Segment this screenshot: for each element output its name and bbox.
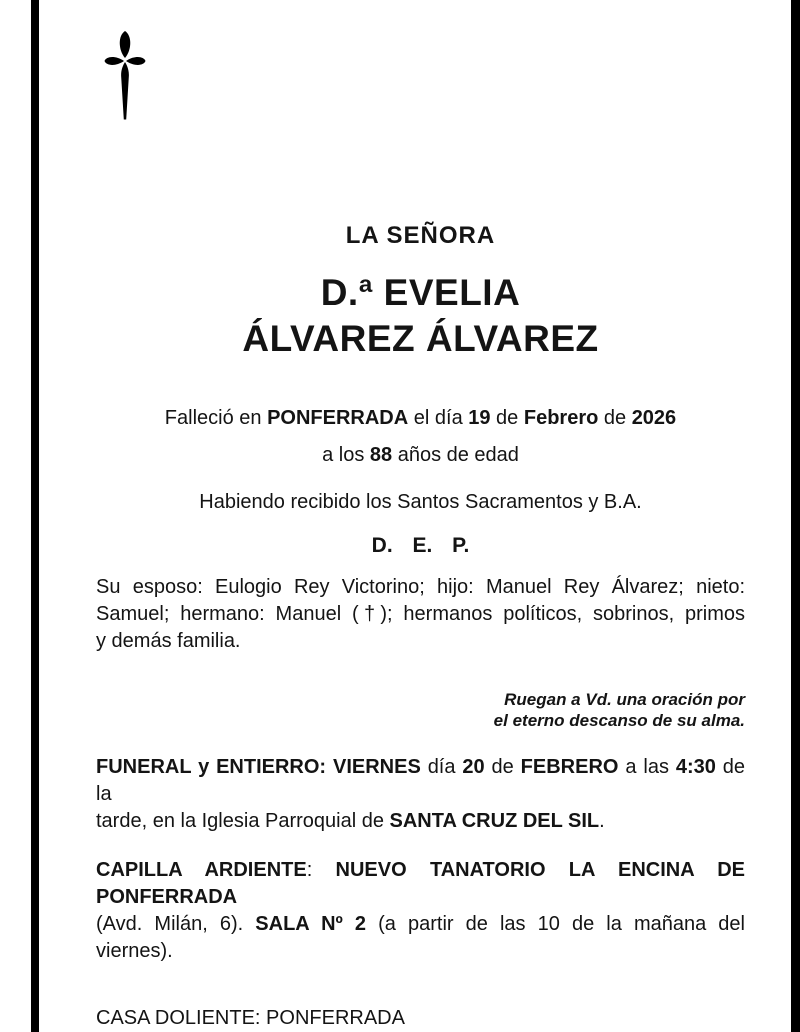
wake-line bbox=[96, 911, 745, 938]
text-segment: SALA Nº 2 bbox=[255, 913, 367, 935]
text-segment: (Avd. Milán, 6). bbox=[96, 913, 256, 935]
prayer-line: el eterno descanso de su alma. bbox=[493, 711, 745, 730]
text-segment: a las bbox=[618, 756, 676, 778]
deceased-name-line2: ÁLVAREZ ÁLVAREZ bbox=[242, 318, 599, 359]
family-line: Su esposo: Eulogio Rey Victorino; hijo: Manuel Rey Álvarez; nieto: bbox=[96, 576, 745, 598]
family-line: y demás familia. bbox=[96, 630, 241, 652]
family-line: Samuel; hermano: Manuel (†); hermanos políticos, sobrinos, primos bbox=[96, 603, 745, 625]
mourning-house-line: CASA DOLIENTE: PONFERRADA bbox=[96, 1007, 405, 1029]
text-segment: de la bbox=[96, 756, 746, 805]
text-segment: : bbox=[306, 859, 336, 881]
text-segment: SANTA CRUZ DEL SIL bbox=[389, 810, 600, 832]
death-date-line bbox=[96, 406, 745, 430]
text-segment: 4:30 bbox=[675, 756, 716, 778]
text-segment: . bbox=[599, 810, 605, 832]
text-segment: tarde, en la Iglesia Parroquial de bbox=[96, 810, 390, 832]
prayer-line: Ruegan a Vd. una oración por bbox=[504, 690, 745, 709]
text-segment: FEBRERO bbox=[520, 756, 619, 778]
funeral-line bbox=[96, 808, 745, 835]
wake-line bbox=[96, 857, 745, 911]
text-segment: 19 bbox=[468, 407, 491, 429]
sacraments-line: Habiendo recibido los Santos Sacramentos y B.A. bbox=[199, 491, 642, 513]
text-segment: FUNERAL y ENTIERRO: VIERNES bbox=[96, 756, 421, 778]
prayer-text bbox=[96, 689, 745, 731]
funeral-announcement bbox=[96, 754, 745, 835]
text-segment: CAPILLA ARDIENTE bbox=[96, 859, 307, 881]
text-segment: Falleció en bbox=[164, 407, 268, 429]
right-border-bar bbox=[791, 0, 800, 1032]
age-line bbox=[96, 443, 745, 467]
wake-line: viernes). bbox=[96, 940, 173, 962]
honorific-title: LA SEÑORA bbox=[345, 222, 496, 249]
text-segment: día bbox=[420, 756, 463, 778]
text-segment: años de edad bbox=[392, 444, 519, 466]
family-paragraph bbox=[96, 574, 745, 655]
text-segment: de bbox=[598, 407, 632, 429]
text-segment: NUEVO TANATORIO LA ENCINA DE PONFERRADA bbox=[96, 859, 745, 908]
text-segment: 88 bbox=[369, 444, 393, 466]
text-segment: de bbox=[484, 756, 521, 778]
text-segment: Febrero bbox=[523, 407, 599, 429]
deceased-name bbox=[96, 270, 745, 362]
text-segment: (a partir de las 10 de la mañana del bbox=[366, 913, 745, 935]
text-segment: a los bbox=[322, 444, 370, 466]
text-segment: 2026 bbox=[631, 407, 677, 429]
text-segment: el día bbox=[408, 407, 469, 429]
dep-initials: D. E. P. bbox=[371, 534, 470, 557]
notice-content bbox=[39, 0, 791, 1032]
text-segment: de bbox=[490, 407, 524, 429]
text-segment: 20 bbox=[462, 756, 485, 778]
text-segment: PONFERRADA bbox=[267, 407, 409, 429]
funeral-line bbox=[96, 754, 745, 808]
deceased-name-line1: D.ª EVELIA bbox=[320, 272, 521, 313]
wake-announcement bbox=[96, 857, 745, 965]
left-border-bar bbox=[31, 0, 39, 1032]
